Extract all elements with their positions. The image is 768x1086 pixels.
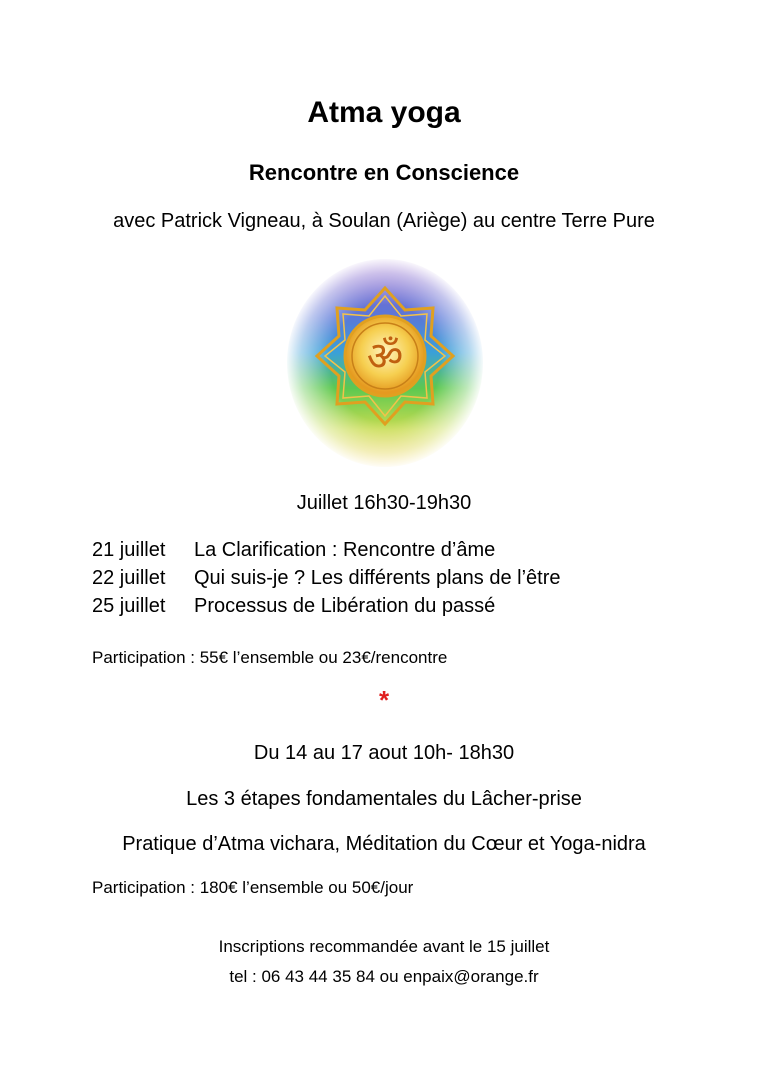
host-location-line: avec Patrick Vigneau, à Soulan (Ariège) au centre Terre Pure bbox=[113, 210, 655, 232]
schedule-title: Qui suis-je ? Les différents plans de l’être bbox=[194, 567, 561, 589]
contact-line: tel : 06 43 44 35 84 ou enpaix@orange.fr bbox=[229, 967, 539, 986]
august-steps: Les 3 étapes fondamentales du Lâcher-prise bbox=[186, 788, 582, 810]
schedule-date: 21 juillet bbox=[92, 539, 166, 561]
schedule-date: 25 juillet bbox=[92, 595, 166, 617]
august-practice: Pratique d’Atma vichara, Méditation du Cœur et Yoga-nidra bbox=[122, 833, 646, 855]
schedule-title: Processus de Libération du passé bbox=[194, 595, 496, 617]
schedule-title: La Clarification : Rencontre d’âme bbox=[194, 539, 496, 561]
july-time: Juillet 16h30-19h30 bbox=[296, 492, 472, 514]
july-price: Participation : 55€ l’ensemble ou 23€/rencontre bbox=[92, 648, 448, 667]
om-glyph: ॐ bbox=[366, 334, 404, 380]
august-dates: Du 14 au 17 aout 10h- 18h30 bbox=[253, 742, 515, 764]
om-mandala-icon bbox=[283, 256, 487, 470]
august-price: Participation : 180€ l’ensemble ou 50€/jour bbox=[92, 878, 414, 897]
page-subtitle: Rencontre en Conscience bbox=[248, 160, 520, 185]
inscription-note: Inscriptions recommandée avant le 15 juillet bbox=[218, 937, 550, 956]
separator-asterisk: * bbox=[378, 685, 390, 715]
schedule-date: 22 juillet bbox=[92, 567, 166, 589]
page-title: Atma yoga bbox=[307, 96, 461, 129]
